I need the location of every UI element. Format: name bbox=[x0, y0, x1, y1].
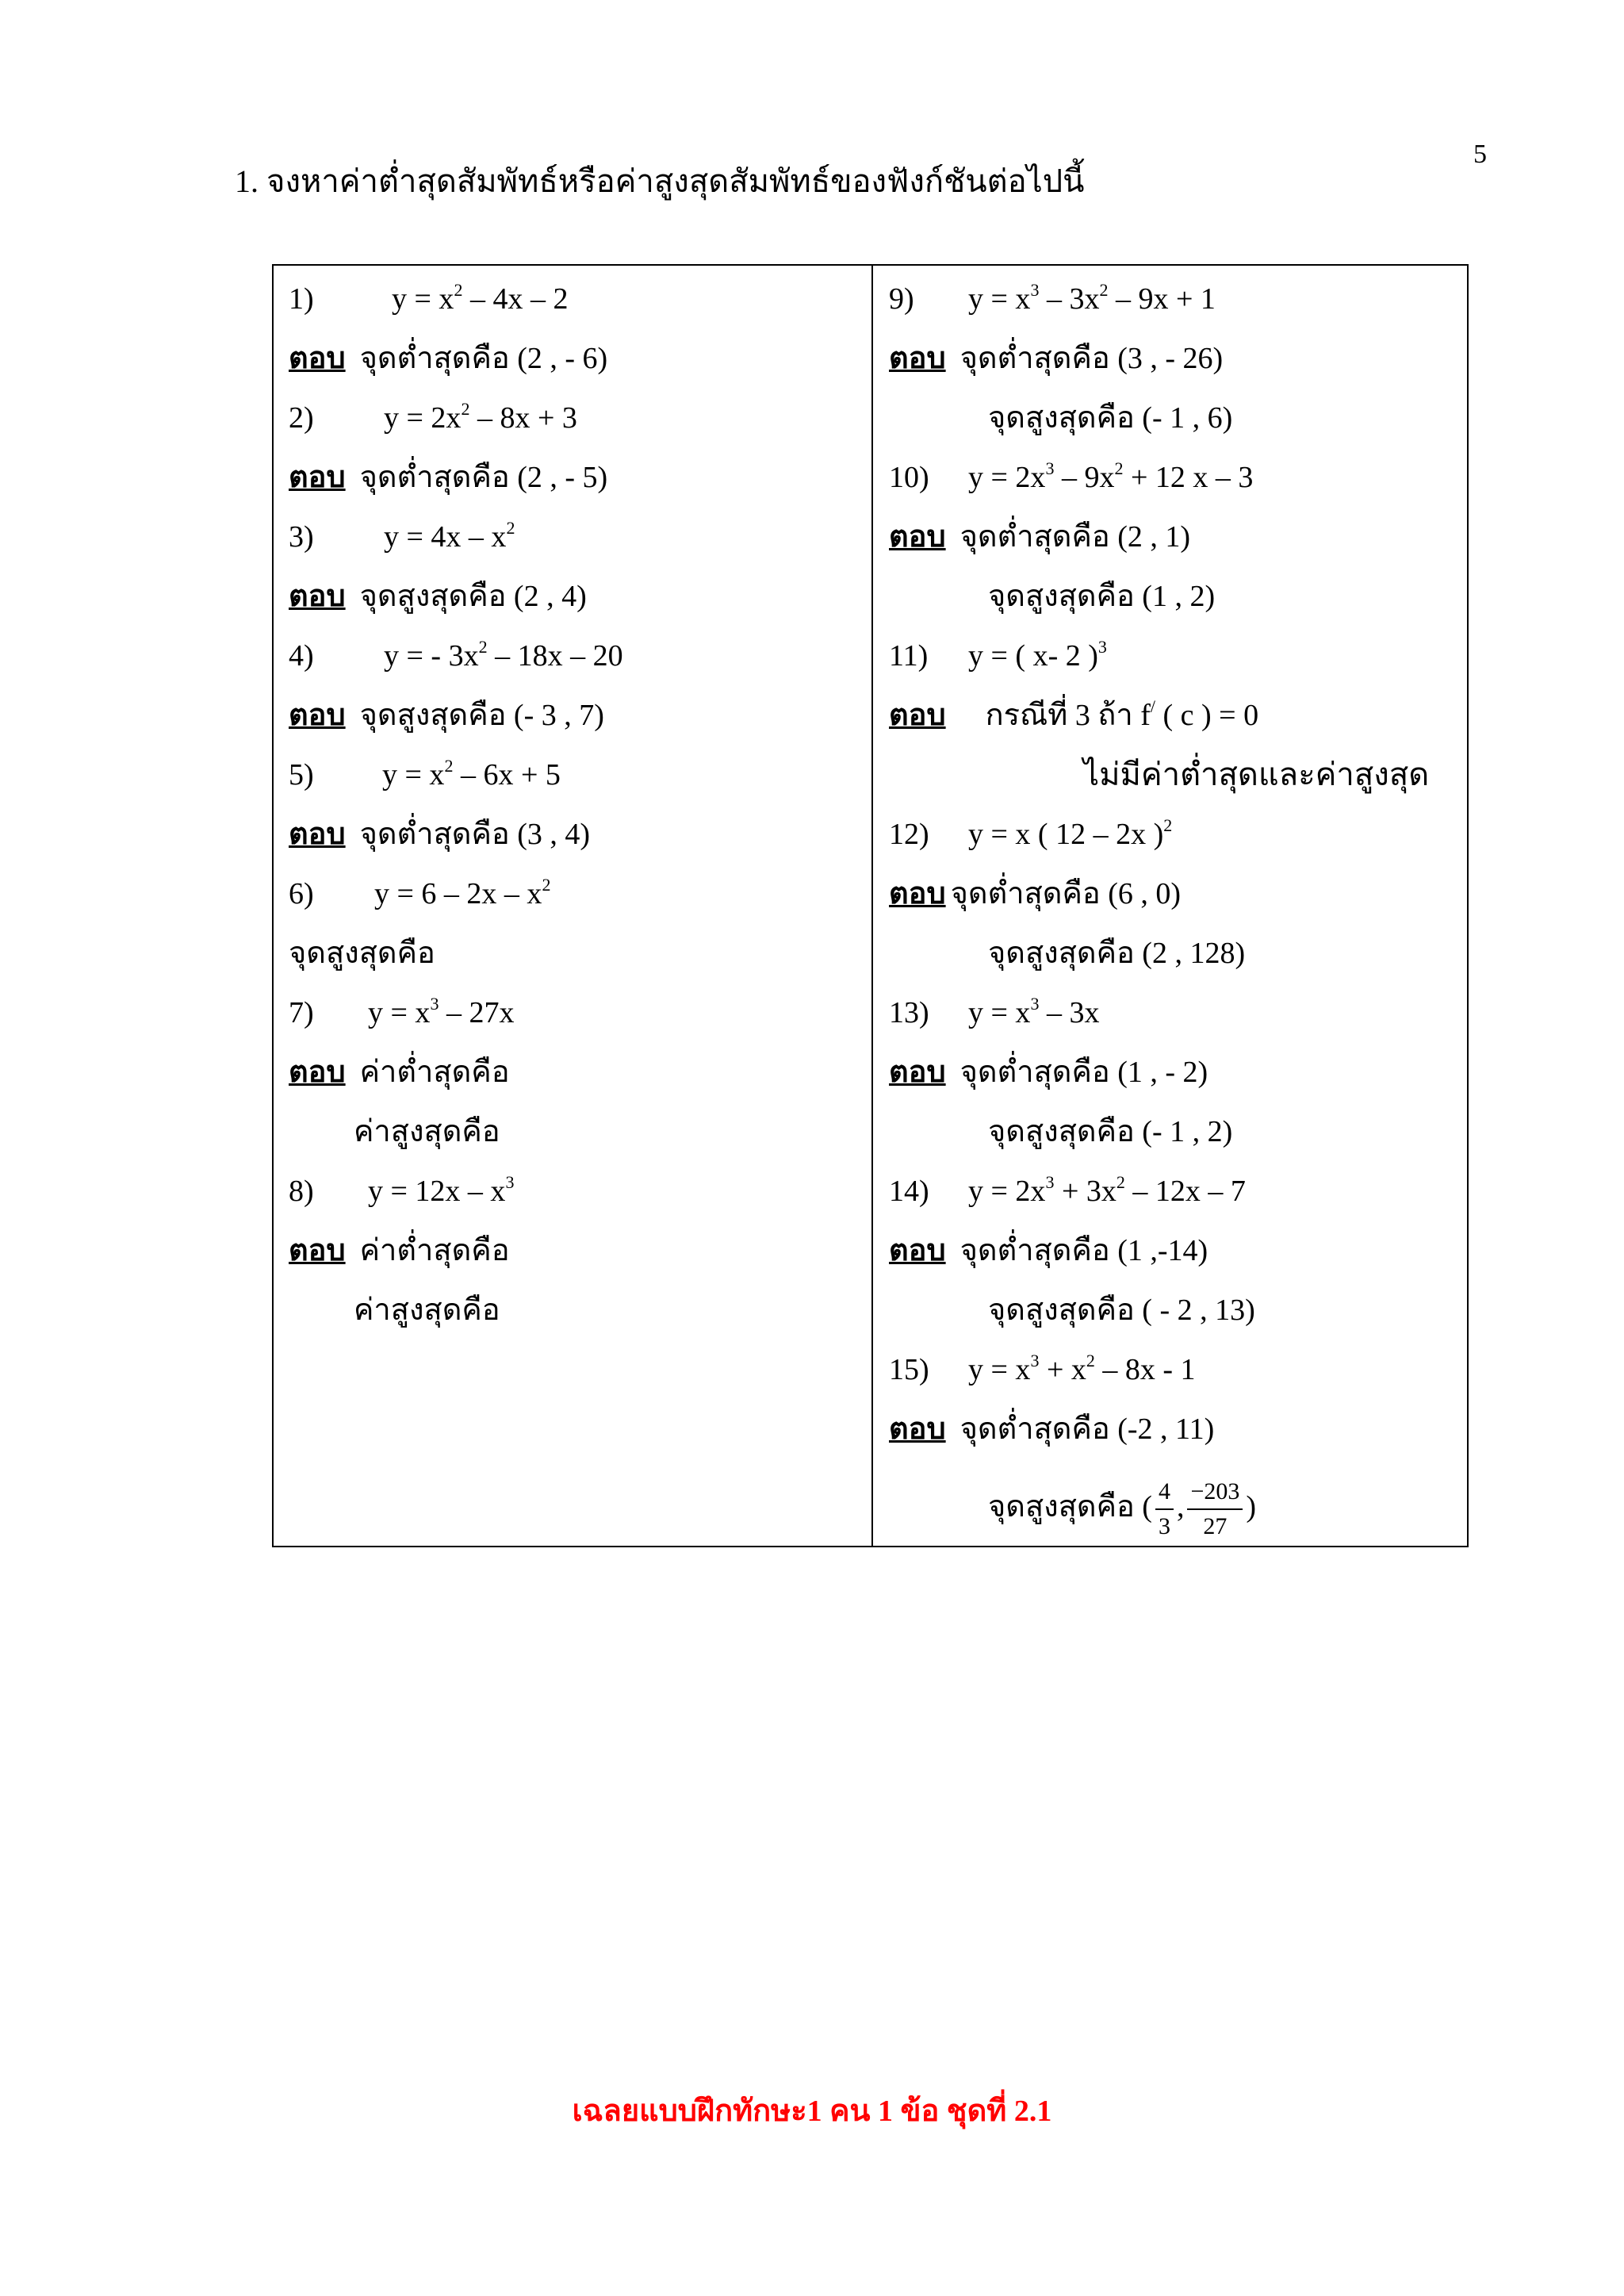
exponent: 3 bbox=[1097, 637, 1107, 657]
answer-7-min bbox=[289, 1048, 510, 1096]
equation: y = x bbox=[368, 996, 431, 1029]
problem-number: 6) bbox=[289, 877, 314, 910]
denominator: 3 bbox=[1158, 1513, 1170, 1540]
problem-number: 14) bbox=[889, 1175, 929, 1208]
exponent: 3 bbox=[1045, 458, 1055, 478]
answer-7-max bbox=[289, 1108, 500, 1156]
exercise-heading: 1. จงหาค่าต่ำสุดสัมพัทธ์หรือค่าสูงสุดสัมพัทธ์ของฟังก์ชันต่อไปนี้ bbox=[235, 163, 1085, 199]
answer-10-min bbox=[889, 513, 1190, 561]
exponent: 2 bbox=[454, 280, 463, 300]
equation: y = 4x – x bbox=[384, 520, 507, 554]
problem-15 bbox=[889, 1346, 1196, 1393]
answer-text: จุดสูงสุดคือ (- 1 , 6) bbox=[988, 401, 1233, 435]
equation: y = ( x- 2 ) bbox=[968, 639, 1098, 673]
problem-number: 15) bbox=[889, 1353, 929, 1386]
equation: y = - 3x bbox=[384, 639, 479, 673]
problem-11 bbox=[889, 632, 1107, 680]
close-paren: ) bbox=[1246, 1490, 1257, 1524]
answer-text: จุดต่ำสุดคือ (6 , 0) bbox=[950, 877, 1182, 910]
equation-mid: – 9x bbox=[1054, 461, 1115, 494]
answer-table bbox=[272, 264, 1469, 1547]
problem-number: 8) bbox=[289, 1175, 314, 1208]
equation-mid: + x bbox=[1039, 1353, 1086, 1386]
equation: y = 6 – 2x – x bbox=[374, 877, 542, 910]
equation: y = x bbox=[392, 282, 454, 316]
answer-label: ตอบ bbox=[289, 818, 346, 851]
answer-2 bbox=[289, 454, 607, 501]
answer-9-min bbox=[889, 335, 1223, 382]
answer-label: ตอบ bbox=[289, 580, 346, 613]
answer-text: จุดต่ำสุดคือ (3 , 4) bbox=[359, 818, 591, 851]
answer-11-none bbox=[889, 751, 1429, 799]
fraction-neg-203-27 bbox=[1187, 1480, 1243, 1539]
numerator: −203 bbox=[1190, 1478, 1240, 1505]
problem-number: 10) bbox=[889, 461, 929, 494]
answer-text: จุดต่ำสุดคือ (2 , - 5) bbox=[359, 461, 608, 494]
answer-text: จุดต่ำสุดคือ (3 , - 26) bbox=[959, 342, 1224, 375]
answer-label: ตอบ bbox=[889, 699, 946, 732]
answer-label: ตอบ bbox=[289, 342, 346, 375]
equation-mid: – 3x bbox=[1039, 282, 1100, 316]
exponent: 2 bbox=[478, 637, 488, 657]
answer-text: ค่าสูงสุดคือ bbox=[354, 1115, 500, 1148]
answer-label: ตอบ bbox=[289, 1234, 346, 1267]
problem-number: 3) bbox=[289, 520, 314, 554]
separator: , bbox=[1176, 1490, 1185, 1524]
answer-text: จุดสูงสุดคือ (2 , 128) bbox=[988, 937, 1246, 970]
equation-rest: – 8x - 1 bbox=[1094, 1353, 1196, 1386]
answer-4 bbox=[289, 692, 604, 739]
equation-rest: + 12 x – 3 bbox=[1123, 461, 1254, 494]
answer-12-max bbox=[889, 930, 1245, 977]
problem-2 bbox=[289, 394, 577, 442]
answer-text: จุดต่ำสุดคือ (1 ,-14) bbox=[959, 1234, 1208, 1267]
exponent: 2 bbox=[444, 756, 454, 776]
answer-11-case bbox=[889, 692, 1258, 739]
answer-label: ตอบ bbox=[889, 1056, 946, 1089]
exponent: 3 bbox=[1030, 994, 1040, 1014]
answer-text: จุดสูงสุดคือ (- 3 , 7) bbox=[359, 699, 604, 732]
answer-text: ค่าต่ำสุดคือ bbox=[359, 1234, 510, 1267]
exponent: 2 bbox=[1099, 280, 1109, 300]
problem-number: 12) bbox=[889, 818, 929, 851]
answer-14-max bbox=[889, 1286, 1255, 1334]
answer-9-max bbox=[889, 394, 1232, 442]
answer-6 bbox=[289, 930, 435, 977]
exponent: 2 bbox=[1116, 1172, 1125, 1192]
problem-4 bbox=[289, 632, 623, 680]
problem-14 bbox=[889, 1167, 1246, 1215]
exponent: 3 bbox=[505, 1172, 515, 1192]
fraction-bar bbox=[1155, 1508, 1174, 1510]
answer-text: จุดต่ำสุดคือ (-2 , 11) bbox=[959, 1412, 1215, 1446]
problem-3 bbox=[289, 513, 515, 561]
problem-number: 13) bbox=[889, 996, 929, 1029]
answer-label: ตอบ bbox=[289, 699, 346, 732]
problem-10 bbox=[889, 454, 1253, 501]
answer-label: ตอบ bbox=[289, 1056, 346, 1089]
equation: y = x ( 12 – 2x ) bbox=[968, 818, 1164, 851]
equation-rest: – 3x bbox=[1039, 996, 1100, 1029]
exponent: 3 bbox=[1030, 1351, 1040, 1370]
answer-text: จุดต่ำสุดคือ (2 , - 6) bbox=[359, 342, 608, 375]
problem-12 bbox=[889, 811, 1172, 858]
column-divider bbox=[871, 266, 873, 1546]
equation-rest: – 6x + 5 bbox=[453, 758, 561, 792]
exponent: 3 bbox=[1045, 1172, 1055, 1192]
answer-label: ตอบ bbox=[889, 1412, 946, 1446]
problem-number: 9) bbox=[889, 282, 914, 316]
equation-mid: + 3x bbox=[1054, 1175, 1116, 1208]
problem-number: 2) bbox=[289, 401, 314, 435]
equation-rest: – 27x bbox=[439, 996, 515, 1029]
answer-3 bbox=[289, 573, 587, 620]
answer-text: จุดต่ำสุดคือ (1 , - 2) bbox=[959, 1056, 1208, 1089]
exponent: 3 bbox=[1030, 280, 1040, 300]
exponent: 2 bbox=[1114, 458, 1124, 478]
answer-12-min bbox=[889, 870, 1181, 918]
denominator: 27 bbox=[1203, 1513, 1228, 1540]
equation: y = 2x bbox=[968, 1175, 1046, 1208]
equation-rest: – 12x – 7 bbox=[1124, 1175, 1246, 1208]
answer-label: ตอบ bbox=[889, 1234, 946, 1267]
fraction-four-thirds bbox=[1155, 1480, 1174, 1539]
equation-rest: – 8x + 3 bbox=[469, 401, 577, 435]
answer-label: ตอบ bbox=[889, 520, 946, 554]
answer-15-min bbox=[889, 1405, 1214, 1453]
equation: y = x bbox=[382, 758, 445, 792]
equation-rest: – 18x – 20 bbox=[487, 639, 623, 673]
answer-14-min bbox=[889, 1227, 1208, 1274]
answer-text: จุดสูงสุดคือ (2 , 4) bbox=[359, 580, 587, 613]
equation-rest: – 4x – 2 bbox=[462, 282, 569, 316]
answer-8-min bbox=[289, 1227, 510, 1274]
equation: y = x bbox=[968, 282, 1031, 316]
exponent: 2 bbox=[461, 399, 470, 419]
problem-1 bbox=[289, 275, 568, 323]
exponent: 2 bbox=[1086, 1351, 1095, 1370]
answer-13-min bbox=[889, 1048, 1208, 1096]
answer-text-rest: ( c ) = 0 bbox=[1155, 699, 1259, 732]
answer-text: ค่าต่ำสุดคือ bbox=[359, 1056, 510, 1089]
exponent: 2 bbox=[1163, 815, 1173, 835]
answer-text: จุดสูงสุดคือ (1 , 2) bbox=[988, 580, 1216, 613]
answer-text: ไม่มีค่าต่ำสุดและค่าสูงสุด bbox=[1083, 757, 1430, 792]
answer-1 bbox=[289, 335, 607, 382]
exponent: 3 bbox=[430, 994, 439, 1014]
answer-15-max bbox=[889, 1463, 1256, 1550]
answer-text: จุดสูงสุดคือ bbox=[289, 937, 435, 970]
exponent: 2 bbox=[542, 875, 551, 895]
footer-title: เฉลยแบบฝึกทักษะ1 คน 1 ข้อ ชุดที่ 2.1 bbox=[572, 2095, 1052, 2128]
answer-text: จุดต่ำสุดคือ (2 , 1) bbox=[959, 520, 1191, 554]
answer-text: กรณีที่ 3 ถ้า f bbox=[985, 699, 1151, 732]
answer-10-max bbox=[889, 573, 1215, 620]
answer-13-max bbox=[889, 1108, 1232, 1156]
problem-9 bbox=[889, 275, 1216, 323]
problem-number: 1) bbox=[289, 282, 314, 316]
equation: y = x bbox=[968, 1353, 1031, 1386]
fraction-bar bbox=[1187, 1508, 1243, 1510]
answer-8-max bbox=[289, 1286, 500, 1334]
problem-8 bbox=[289, 1167, 514, 1215]
equation: y = 2x bbox=[384, 401, 462, 435]
answer-text: จุดสูงสุดคือ ( - 2 , 13) bbox=[988, 1294, 1255, 1327]
problem-5 bbox=[289, 751, 561, 799]
equation: y = 12x – x bbox=[368, 1175, 506, 1208]
numerator: 4 bbox=[1158, 1478, 1170, 1505]
problem-number: 11) bbox=[889, 639, 929, 673]
prime-mark: / bbox=[1150, 696, 1155, 716]
problem-6 bbox=[289, 870, 550, 918]
answer-5 bbox=[289, 811, 590, 858]
answer-text: จุดสูงสุดคือ ( bbox=[988, 1490, 1152, 1524]
problem-number: 7) bbox=[289, 996, 314, 1029]
problem-13 bbox=[889, 989, 1099, 1037]
equation-rest: – 9x + 1 bbox=[1108, 282, 1216, 316]
answer-label: ตอบ bbox=[889, 342, 946, 375]
equation: y = 2x bbox=[968, 461, 1046, 494]
answer-text: จุดสูงสุดคือ (- 1 , 2) bbox=[988, 1115, 1233, 1148]
problem-7 bbox=[289, 989, 514, 1037]
problem-number: 4) bbox=[289, 639, 314, 673]
page-number: 5 bbox=[1473, 140, 1487, 169]
exponent: 2 bbox=[506, 518, 515, 538]
equation: y = x bbox=[968, 996, 1031, 1029]
answer-label: ตอบ bbox=[889, 877, 946, 910]
problem-number: 5) bbox=[289, 758, 314, 792]
answer-label: ตอบ bbox=[289, 461, 346, 494]
answer-text: ค่าสูงสุดคือ bbox=[354, 1294, 500, 1327]
